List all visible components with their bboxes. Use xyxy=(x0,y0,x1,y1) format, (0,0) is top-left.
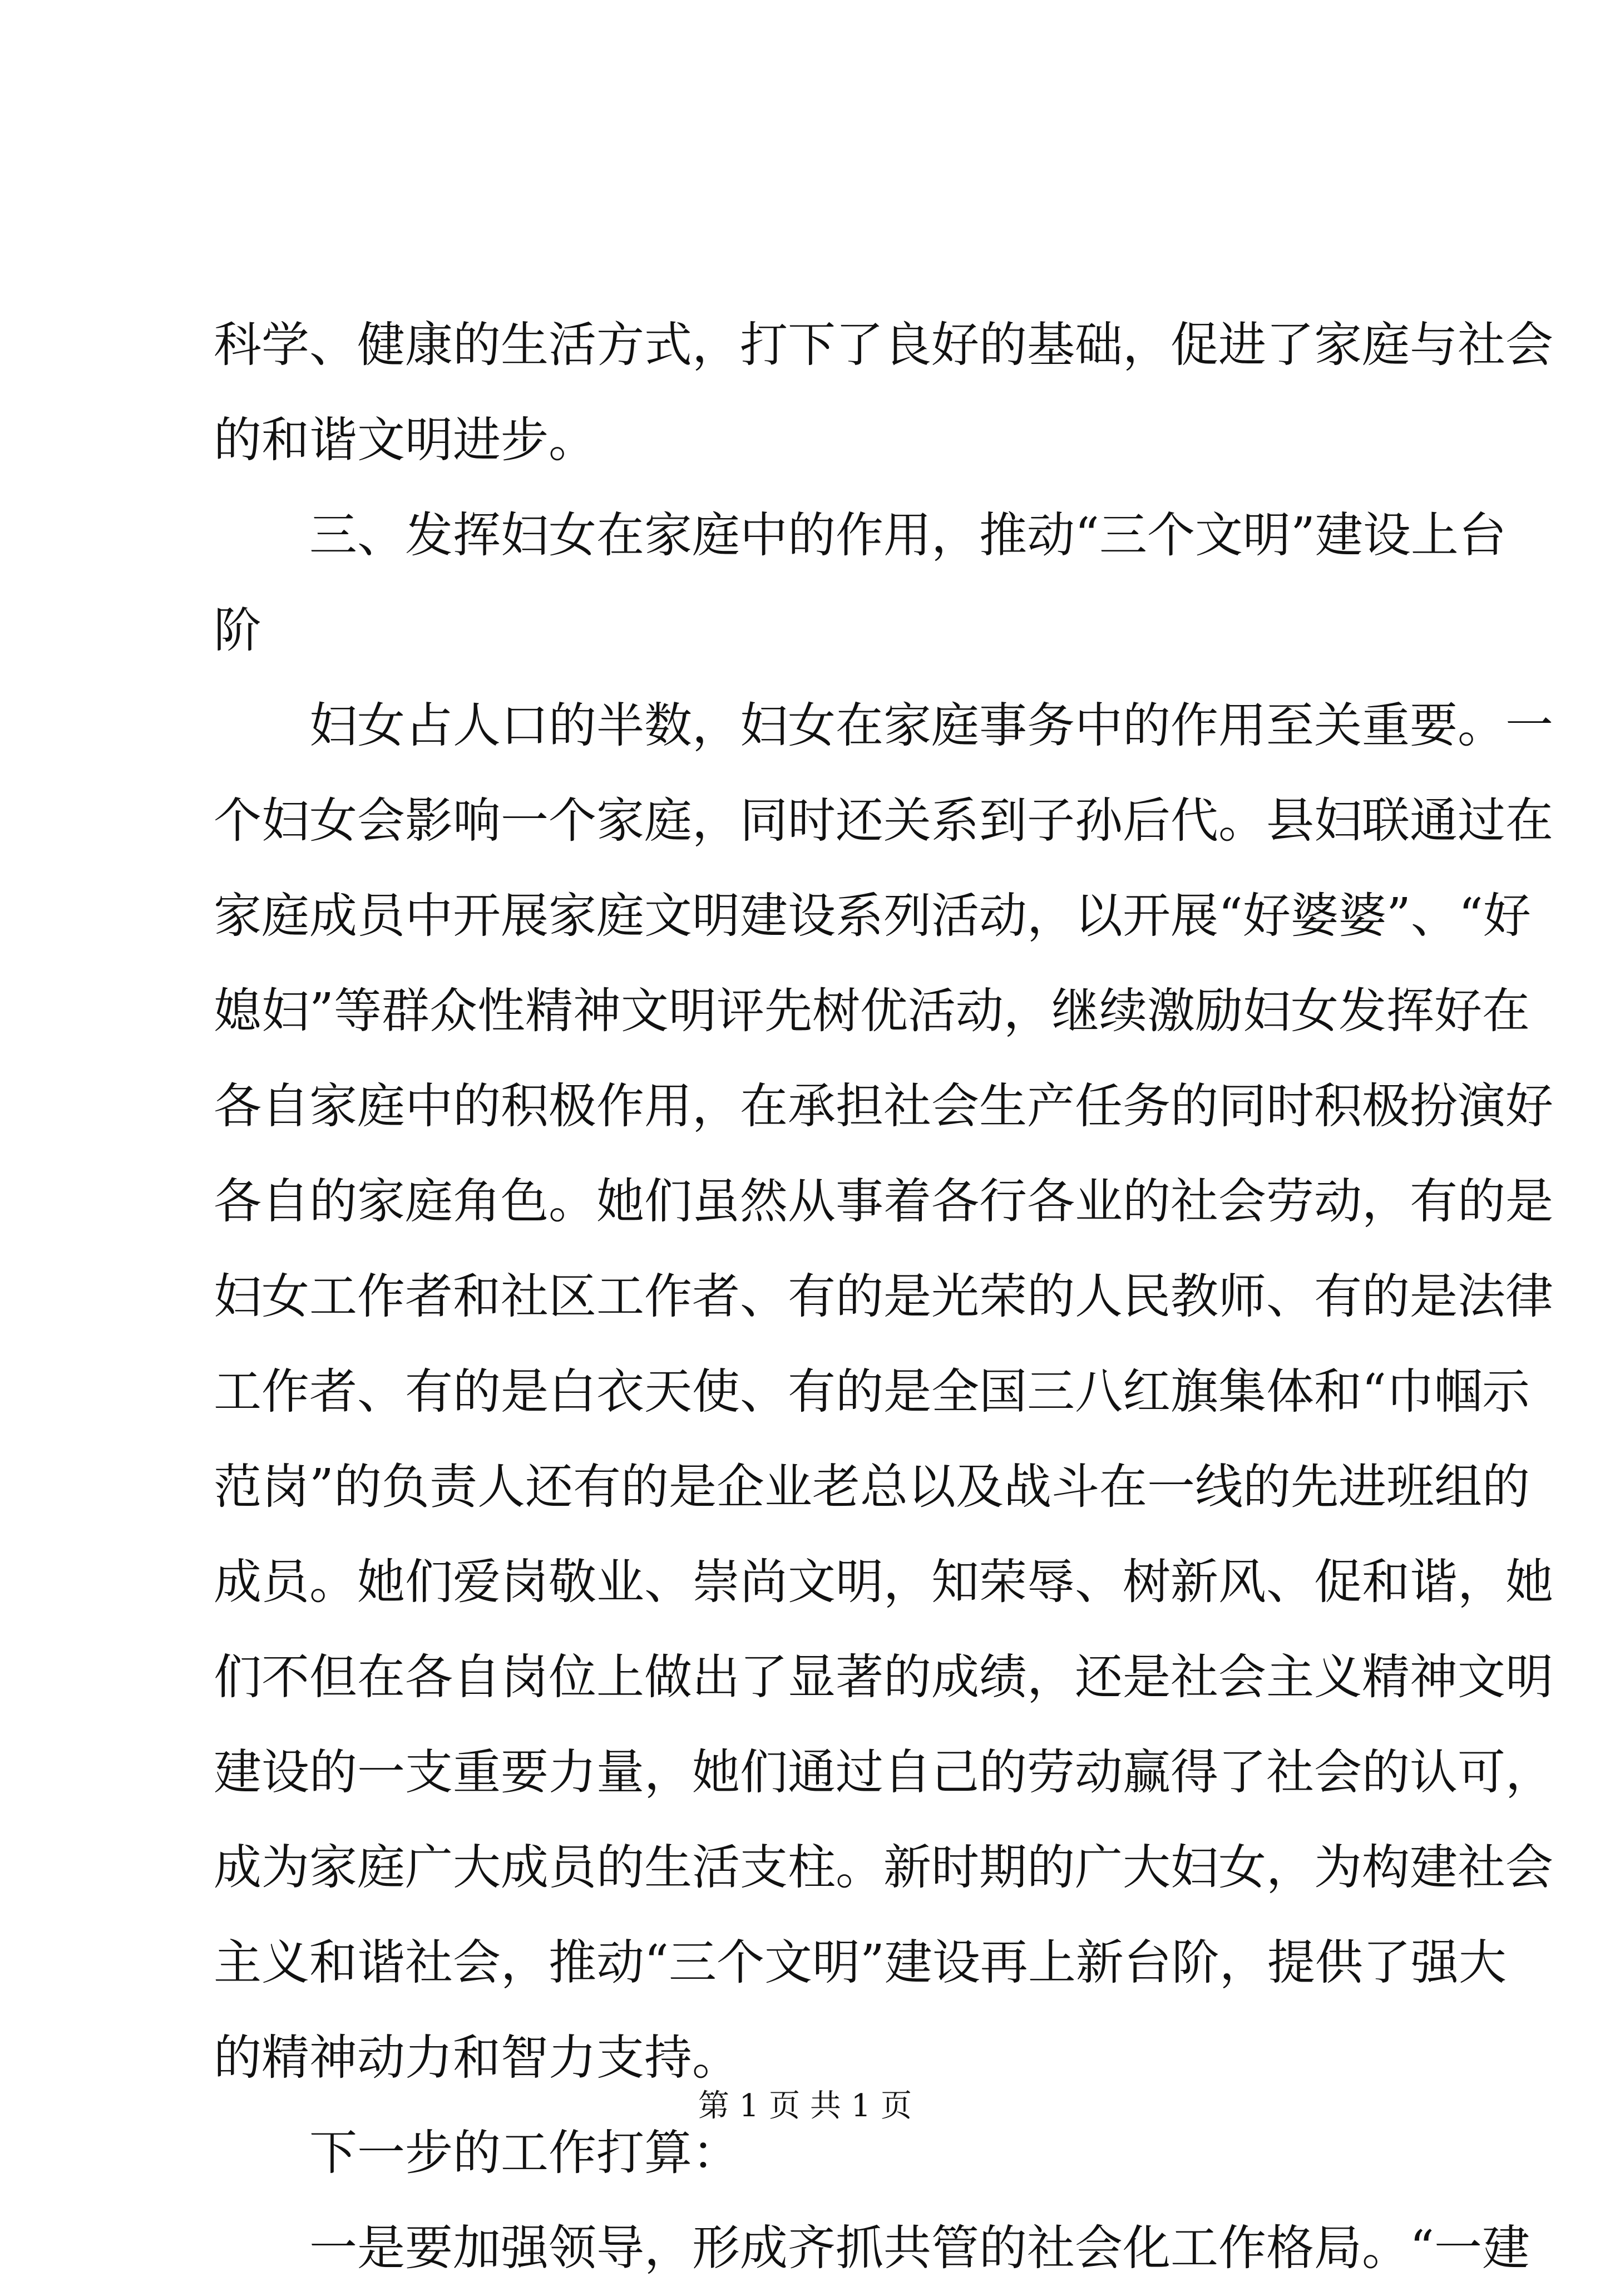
text-line: 的精神动力和智力支持。 xyxy=(214,2030,740,2086)
page-number-label: 第 1 页 共 1 页 xyxy=(698,2088,912,2124)
text-line: 们不但在各自岗位上做出了显著的成绩，还是社会主义精神文明 xyxy=(214,1649,1553,1705)
text-line: 妇女工作者和社区工作者、有的是光荣的人民教师、有的是法律 xyxy=(214,1269,1553,1324)
text-line: 建设的一支重要力量，她们通过自己的劳动赢得了社会的认可， xyxy=(214,1745,1553,1800)
text-line: 成为家庭广大成员的生活支柱。新时期的广大妇女，为构建社会 xyxy=(214,1840,1553,1895)
text-line: 成员。她们爱岗敬业、崇尚文明，知荣辱、树新风、促和谐，她 xyxy=(214,1554,1553,1610)
text-line: 工作者、有的是白衣天使、有的是全国三八红旗集体和“巾帼示 xyxy=(214,1364,1530,1420)
section-heading-line: 三、发挥妇女在家庭中的作用，推动“三个文明”建设上台 xyxy=(309,508,1507,563)
text-line: 各自的家庭角色。她们虽然从事着各行各业的社会劳动，有的是 xyxy=(214,1174,1553,1229)
section-heading-line: 阶 xyxy=(214,603,261,658)
text-line: 媳妇”等群众性精神文明评先树优活动，继续激励妇女发挥好在 xyxy=(214,983,1530,1039)
text-line: 主义和谐社会，推动“三个文明”建设再上新台阶，提供了强大 xyxy=(214,1935,1507,1990)
text-line: 各自家庭中的积极作用，在承担社会生产任务的同时积极扮演好 xyxy=(214,1078,1553,1134)
paragraph-start-line: 妇女占人口的半数，妇女在家庭事务中的作用至关重要。一 xyxy=(309,698,1553,753)
text-line: 家庭成员中开展家庭文明建设系列活动，以开展“好婆婆”、“好 xyxy=(214,888,1531,944)
document-body xyxy=(214,298,1553,2296)
page-footer xyxy=(0,2084,1610,2129)
text-line: 的和谐文明进步。 xyxy=(214,412,596,468)
paragraph-start-line: 下一步的工作打算： xyxy=(309,2125,740,2181)
paragraph-start-line: 一是要加强领导，形成齐抓共管的社会化工作格局。“一建 xyxy=(309,2220,1530,2276)
text-line: 个妇女会影响一个家庭，同时还关系到子孙后代。县妇联通过在 xyxy=(214,793,1553,849)
text-line: 范岗”的负责人还有的是企业老总以及战斗在一线的先进班组的 xyxy=(214,1459,1530,1515)
text-line: 科学、健康的生活方式，打下了良好的基础，促进了家庭与社会 xyxy=(214,317,1553,373)
